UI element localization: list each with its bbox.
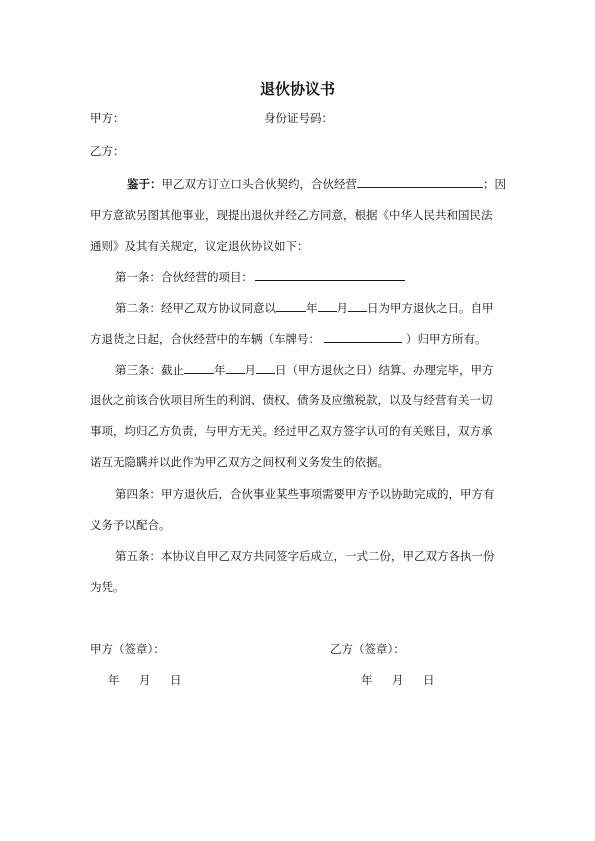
party-b-date-day: 日 bbox=[423, 673, 435, 687]
party-a-date-month: 月 bbox=[139, 673, 151, 687]
article-2-text-d: 日为甲方退伙之日。自甲 bbox=[367, 301, 494, 315]
day-blank bbox=[348, 299, 367, 312]
intro-text-1b: ；因 bbox=[483, 177, 506, 191]
id-number-label: 身份证号码： bbox=[264, 111, 333, 125]
article-5-line-2: 为凭。 bbox=[90, 580, 125, 594]
month-blank bbox=[226, 361, 245, 374]
month-blank bbox=[318, 299, 337, 312]
article-3-line-3: 事项，均归乙方负责，与甲方无关。经过甲乙双方签字认可的有关账目，双方承 bbox=[90, 424, 493, 438]
year-blank bbox=[184, 361, 214, 374]
party-b-signature-label: 乙方（签章）： bbox=[330, 642, 405, 656]
article-2-line-2 bbox=[90, 330, 487, 347]
article-1-text: 第一条：合伙经营的项目： bbox=[115, 270, 253, 284]
article-2-line-1 bbox=[115, 299, 494, 316]
intro-line-2: 甲方意欲另图其他事业，现提出退伙并经乙方同意，根据《中华人民共和国民法 bbox=[90, 208, 493, 222]
year-blank bbox=[276, 299, 306, 312]
party-a-signature-label: 甲方（签章）： bbox=[90, 642, 165, 656]
intro-line-1 bbox=[127, 175, 506, 192]
article-2-text-2b: ）归甲方所有。 bbox=[406, 332, 487, 346]
intro-lead: 鉴于： bbox=[127, 177, 162, 191]
party-b-date-month: 月 bbox=[392, 673, 404, 687]
article-3-line-4: 诺互无隐瞒并以此作为甲乙双方之间权利义务发生的依据。 bbox=[90, 455, 389, 469]
article-4-line-2: 义务予以配合。 bbox=[90, 518, 171, 532]
party-a-label: 甲方： bbox=[90, 111, 125, 125]
article-2-text-2a: 方退货之日起，合伙经营中的车辆（车牌号： bbox=[90, 332, 320, 346]
article-5-line-1: 第五条：本协议自甲乙双方共同签字后成立，一式二份，甲乙双方各执一份 bbox=[115, 549, 495, 563]
intro-text-1a: 甲乙双方订立口头合伙契约，合伙经营 bbox=[161, 177, 357, 191]
article-2-text-a: 第二条：经甲乙双方协议同意以 bbox=[115, 301, 276, 315]
article-3-line-1 bbox=[115, 361, 494, 378]
intro-line-3: 通则》及其有关规定，议定退伙协议如下： bbox=[90, 239, 309, 253]
document-title: 退伙协议书 bbox=[259, 80, 335, 98]
article-2-month: 月 bbox=[336, 301, 348, 315]
business-blank bbox=[357, 175, 483, 188]
article-2-year: 年 bbox=[306, 301, 318, 315]
article-3-year: 年 bbox=[214, 363, 226, 377]
party-b-label: 乙方： bbox=[90, 144, 125, 158]
article-3-text-a: 第三条：截止 bbox=[115, 363, 184, 377]
article-4-line-1: 第四条：甲方退伙后，合伙事业某些事项需要甲方予以协助完成的，甲方有 bbox=[115, 487, 495, 501]
article-3-line-2: 退伙之前该合伙项目所生的利润、债权、债务及应缴税款，以及与经营有关一切 bbox=[90, 393, 493, 407]
party-b-date-year: 年 bbox=[361, 673, 373, 687]
party-a-date-year: 年 bbox=[108, 673, 120, 687]
article-3-text-d: 日（甲方退伙之日）结算、办理完毕，甲方 bbox=[275, 363, 494, 377]
day-blank bbox=[256, 361, 275, 374]
project-blank bbox=[255, 268, 405, 281]
plate-number-blank bbox=[324, 330, 402, 343]
article-1 bbox=[115, 268, 405, 285]
article-3-month: 月 bbox=[244, 363, 256, 377]
party-a-date-day: 日 bbox=[170, 673, 182, 687]
